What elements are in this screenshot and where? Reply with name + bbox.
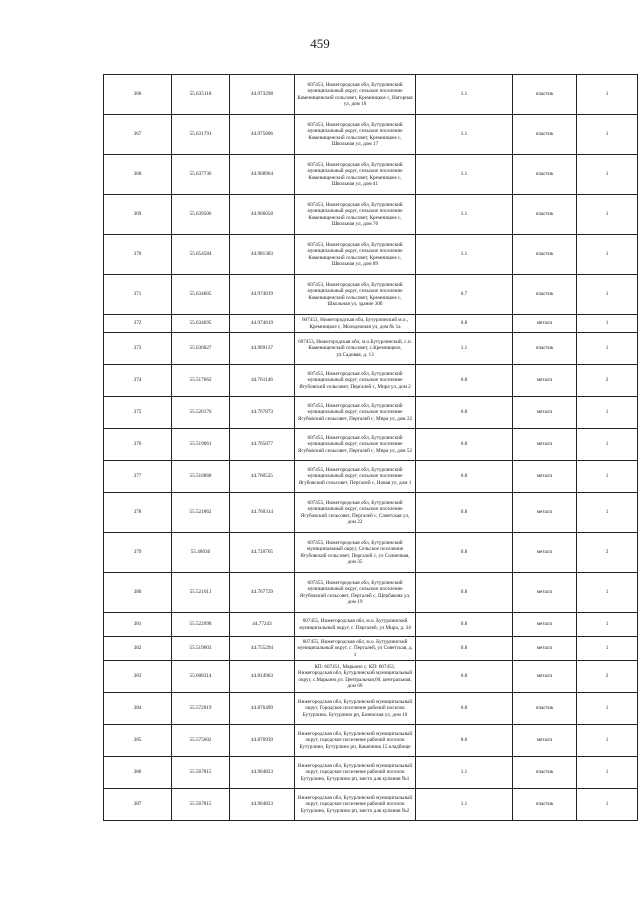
material-cell: металл bbox=[513, 365, 577, 397]
row-number-cell: 384 bbox=[104, 693, 172, 725]
volume-cell: 0.8 bbox=[416, 397, 513, 429]
volume-cell: 0.8 bbox=[416, 573, 513, 613]
volume-cell: 0.8 bbox=[416, 661, 513, 693]
longitude-cell: 44.876939 bbox=[230, 725, 295, 757]
material-cell: пластик bbox=[513, 757, 577, 789]
row-number-cell: 368 bbox=[104, 155, 172, 195]
material-cell: пластик bbox=[513, 155, 577, 195]
row-number-cell: 379 bbox=[104, 533, 172, 573]
row-number-cell: 385 bbox=[104, 725, 172, 757]
container-count-cell: 2 bbox=[577, 533, 638, 573]
container-count-cell: 1 bbox=[577, 397, 638, 429]
volume-cell: 8.0 bbox=[416, 725, 513, 757]
material-cell: металл bbox=[513, 613, 577, 637]
material-cell: металл bbox=[513, 573, 577, 613]
material-cell: металл bbox=[513, 637, 577, 661]
longitude-cell: 44.720765 bbox=[230, 533, 295, 573]
row-number-cell: 375 bbox=[104, 397, 172, 429]
longitude-cell: 44.966058 bbox=[230, 195, 295, 235]
address-cell: 607455, Нижегородская обл, Бутурлинский муниципальный округ, сельское поселение Ягубовский сельсовет, Пергалей с, Советская ул, дом 22 bbox=[295, 493, 416, 533]
material-cell: пластик bbox=[513, 789, 577, 821]
address-cell: 607455, Нижегородская обл, Бутурлинский муниципальный округ, Сельское поселение Ягубовский сельсовет, Пергалей с, ул Солнечная, дом 35 bbox=[295, 533, 416, 573]
latitude-cell: 55.634605 bbox=[172, 275, 230, 315]
latitude-cell: 55.519003 bbox=[172, 637, 230, 661]
latitude-cell: 55.575602 bbox=[172, 725, 230, 757]
latitude-cell: 55.608314 bbox=[172, 661, 230, 693]
material-cell: металл bbox=[513, 725, 577, 757]
table-row bbox=[104, 429, 638, 461]
longitude-cell: 44.765877 bbox=[230, 429, 295, 461]
volume-cell: 1.1 bbox=[416, 75, 513, 115]
longitude-cell: 44.968964 bbox=[230, 155, 295, 195]
volume-cell: 1.1 bbox=[416, 333, 513, 365]
table-row bbox=[104, 637, 638, 661]
volume-cell: 0.8 bbox=[416, 533, 513, 573]
material-cell: металл bbox=[513, 429, 577, 461]
material-cell: металл bbox=[513, 397, 577, 429]
volume-cell: 1.1 bbox=[416, 195, 513, 235]
container-count-cell: 1 bbox=[577, 573, 638, 613]
address-cell: 607453, Нижегородская обл, Бутурлинский муниципальный округ, сельское поселение Каменищенский сельсовет, Кремницкое с, Школьная ул, дом 89 bbox=[295, 235, 416, 275]
address-cell: Нижегородская обл, Бутурлинский муниципальный округ, городское поселение рабочий поселок Бутурлино, Бутурлино рп, место для купания №1 bbox=[295, 757, 416, 789]
latitude-cell: 55.48036 bbox=[172, 533, 230, 573]
address-cell: 607453, Нижегородская обл, Бутурлинский муниципальный округ, сельское поселение Каменищенский сельсовет, Кремницкое с, Нагорная ул, дом 18 bbox=[295, 75, 416, 115]
material-cell: металл bbox=[513, 493, 577, 533]
row-number-cell: 369 bbox=[104, 195, 172, 235]
table-row bbox=[104, 789, 638, 821]
latitude-cell: 55.634695 bbox=[172, 315, 230, 333]
row-number-cell: 387 bbox=[104, 789, 172, 821]
table-row bbox=[104, 725, 638, 757]
container-count-cell: 2 bbox=[577, 661, 638, 693]
container-count-cell: 1 bbox=[577, 493, 638, 533]
table-row bbox=[104, 461, 638, 493]
address-cell: 607453, Нижегородская обл, Бутурлинский муниципальный округ, сельское поселение Каменищенский сельсовет, Кремницкое с, Школьная ул, дом 41 bbox=[295, 155, 416, 195]
volume-cell: 1.1 bbox=[416, 115, 513, 155]
material-cell: металл bbox=[513, 315, 577, 333]
address-cell: 607453, Нижегородская обл, Бутурлинский муниципальный округ, сельское поселение Каменищенский сельсовет, Кремницкое с, Школьная ул, дом 17 bbox=[295, 115, 416, 155]
longitude-cell: 44.981383 bbox=[230, 235, 295, 275]
row-number-cell: 386 bbox=[104, 757, 172, 789]
longitude-cell: 44.904823 bbox=[230, 789, 295, 821]
longitude-cell: 44.760525 bbox=[230, 461, 295, 493]
volume-cell: 0.8 bbox=[416, 493, 513, 533]
address-cell: Нижегородская обл, Бутурлинский муниципальный округ, городское поселение рабочий поселок Бутурлино, Бутурлино рп, Кашенина 15 кладбище bbox=[295, 725, 416, 757]
row-number-cell: 366 bbox=[104, 75, 172, 115]
table-row bbox=[104, 493, 638, 533]
latitude-cell: 55.636027 bbox=[172, 333, 230, 365]
table-row bbox=[104, 115, 638, 155]
volume-cell: 0.8 bbox=[416, 365, 513, 397]
table-body bbox=[104, 75, 638, 821]
latitude-cell: 55.572019 bbox=[172, 693, 230, 725]
address-cell: 607455, Нижегородская обл, м.о. Бутурлинский муниципальный округ, с. Пергалей, ул Советская, д. 1 bbox=[295, 637, 416, 661]
table-row bbox=[104, 195, 638, 235]
container-count-cell: 1 bbox=[577, 155, 638, 195]
address-cell: 607455, Нижегородская обл, Бутурлинский муниципальный округ, сельское поселение Ягубовский сельсовет, Пергалей с, Мира ул, дом 52 bbox=[295, 429, 416, 461]
address-cell: 607453, Нижегородская обл, м.о.Бутурлинский, с.п. Каменищенский сельсовет, с.Кремницкое, ул.Садовая, д. 13 bbox=[295, 333, 416, 365]
table-row bbox=[104, 275, 638, 315]
table-row bbox=[104, 235, 638, 275]
table-row bbox=[104, 397, 638, 429]
material-cell: пластик bbox=[513, 75, 577, 115]
volume-cell: 1.1 bbox=[416, 155, 513, 195]
row-number-cell: 371 bbox=[104, 275, 172, 315]
longitude-cell: 44.969137 bbox=[230, 333, 295, 365]
row-number-cell: 382 bbox=[104, 637, 172, 661]
row-number-cell: 383 bbox=[104, 661, 172, 693]
row-number-cell: 377 bbox=[104, 461, 172, 493]
volume-cell: 0.8 bbox=[416, 613, 513, 637]
row-number-cell: 378 bbox=[104, 493, 172, 533]
table-row bbox=[104, 613, 638, 637]
address-cell: Нижегородская обл, Бутурлинский муниципальный округ, Городское поселение рабочий поселок Бутурлино, Бутурлино рп, Базенская ул, дом 10 bbox=[295, 693, 416, 725]
container-count-cell: 1 bbox=[577, 461, 638, 493]
longitude-cell: 44.814963 bbox=[230, 661, 295, 693]
volume-cell: 0.8 bbox=[416, 315, 513, 333]
row-number-cell: 381 bbox=[104, 613, 172, 637]
longitude-cell: 44.876499 bbox=[230, 693, 295, 725]
address-cell: 607453, Нижегородская обл, Бутурлинский муниципальный округ, сельское поселение Каменищенский сельсовет, Кремницкое с, Школьная ул, дом 76 bbox=[295, 195, 416, 235]
longitude-cell: 44.761146 bbox=[230, 365, 295, 397]
table-row bbox=[104, 365, 638, 397]
material-cell: пластик bbox=[513, 115, 577, 155]
volume-cell: 1.1 bbox=[416, 757, 513, 789]
row-number-cell: 380 bbox=[104, 573, 172, 613]
latitude-cell: 55.637736 bbox=[172, 155, 230, 195]
table-row bbox=[104, 333, 638, 365]
latitude-cell: 55.567815 bbox=[172, 789, 230, 821]
volume-cell: 1.1 bbox=[416, 789, 513, 821]
latitude-cell: 55.516868 bbox=[172, 461, 230, 493]
address-cell: 607453, Нижегородская обл, Бутурлинский муниципальный округ, сельское поселение Каменищенский сельсовет, Кремницкое с, Школьная ул, здание 30б bbox=[295, 275, 416, 315]
volume-cell: 0.7 bbox=[416, 275, 513, 315]
latitude-cell: 55.639506 bbox=[172, 195, 230, 235]
longitude-cell: 44.904823 bbox=[230, 757, 295, 789]
material-cell: пластик bbox=[513, 333, 577, 365]
container-count-cell: 1 bbox=[577, 115, 638, 155]
address-cell: 607455, Нижегородская обл, Бутурлинский муниципальный округ, сельское поселение Ягубовский сельсовет, Пергалей с, Новая ул, дом 1 bbox=[295, 461, 416, 493]
material-cell: пластик bbox=[513, 195, 577, 235]
longitude-cell: 44.974819 bbox=[230, 275, 295, 315]
container-count-cell: 1 bbox=[577, 789, 638, 821]
row-number-cell: 372 bbox=[104, 315, 172, 333]
container-count-cell: 1 bbox=[577, 637, 638, 661]
container-count-cell: 2 bbox=[577, 365, 638, 397]
longitude-cell: 44.975806 bbox=[230, 115, 295, 155]
longitude-cell: 44.767873 bbox=[230, 397, 295, 429]
material-cell: пластик bbox=[513, 275, 577, 315]
latitude-cell: 55.654584 bbox=[172, 235, 230, 275]
container-count-cell: 1 bbox=[577, 235, 638, 275]
container-count-cell: 1 bbox=[577, 613, 638, 637]
latitude-cell: 55.635118 bbox=[172, 75, 230, 115]
address-cell: Нижегородская обл, Бутурлинский муниципальный округ, городское поселение рабочий поселок Бутурлино, Бутурлино рп, место для купания №2 bbox=[295, 789, 416, 821]
container-count-cell: 1 bbox=[577, 429, 638, 461]
page-number: 459 bbox=[310, 36, 330, 51]
latitude-cell: 55.519061 bbox=[172, 429, 230, 461]
volume-cell: 0.8 bbox=[416, 461, 513, 493]
address-cell: 607455, Нижегородская обл, Бутурлинский муниципальный округ, сельское поселение Ягубовский сельсовет, Пергалей с, Мира ул, дом 2 bbox=[295, 365, 416, 397]
material-cell: металл bbox=[513, 461, 577, 493]
container-sites-table bbox=[103, 74, 638, 821]
volume-cell: 0.8 bbox=[416, 693, 513, 725]
latitude-cell: 55.521611 bbox=[172, 573, 230, 613]
table-row bbox=[104, 75, 638, 115]
address-cell: КП: 607451, Марьино с, КП: 607451, Нижегородская обл, Бутурлинский муниципальный округ, с.Марьино,ул. Центральная,60, центральная, дом 60 bbox=[295, 661, 416, 693]
table-row bbox=[104, 533, 638, 573]
material-cell: пластик bbox=[513, 235, 577, 275]
address-cell: 607455, Нижегородская обл, Бутурлинский муниципальный округ, сельское поселение Ягубовский сельсовет, Пергалей с, Щербакова ул, дом 19 bbox=[295, 573, 416, 613]
longitude-cell: 44.974819 bbox=[230, 315, 295, 333]
address-cell: 607455, Нижегородская обл, Бутурлинский муниципальный округ, сельское поселение Ягубовский сельсовет, Пергалей с, Мира ул, дом 22 bbox=[295, 397, 416, 429]
latitude-cell: 55.631791 bbox=[172, 115, 230, 155]
longitude-cell: 44.973298 bbox=[230, 75, 295, 115]
container-count-cell: 1 bbox=[577, 333, 638, 365]
material-cell: металл bbox=[513, 661, 577, 693]
table-row bbox=[104, 693, 638, 725]
row-number-cell: 370 bbox=[104, 235, 172, 275]
latitude-cell: 55.517662 bbox=[172, 365, 230, 397]
table-row bbox=[104, 315, 638, 333]
table-row bbox=[104, 661, 638, 693]
volume-cell: 1.1 bbox=[416, 235, 513, 275]
longitude-cell: 44.767729 bbox=[230, 573, 295, 613]
latitude-cell: 55.521862 bbox=[172, 493, 230, 533]
address-cell: 607455, Нижегородская обл, м.о. Бутурлинский муниципальный округ, с. Пергалей, ул Мира, д. 34 bbox=[295, 613, 416, 637]
latitude-cell: 55.522098 bbox=[172, 613, 230, 637]
latitude-cell: 55.520176 bbox=[172, 397, 230, 429]
container-count-cell: 1 bbox=[577, 275, 638, 315]
table-row bbox=[104, 757, 638, 789]
container-count-cell: 1 bbox=[577, 725, 638, 757]
container-count-cell: 1 bbox=[577, 757, 638, 789]
latitude-cell: 55.567815 bbox=[172, 757, 230, 789]
container-count-cell: 1 bbox=[577, 315, 638, 333]
row-number-cell: 374 bbox=[104, 365, 172, 397]
table-row bbox=[104, 155, 638, 195]
volume-cell: 0.8 bbox=[416, 637, 513, 661]
longitude-cell: 44.755294 bbox=[230, 637, 295, 661]
volume-cell: 0.8 bbox=[416, 429, 513, 461]
row-number-cell: 373 bbox=[104, 333, 172, 365]
longitude-cell: 44.760314 bbox=[230, 493, 295, 533]
container-count-cell: 1 bbox=[577, 75, 638, 115]
table-row bbox=[104, 573, 638, 613]
address-cell: 607453, Нижегородская обл, Бутурлинский м.о., Кремницкое с, Молодежная ул, дом № 1а bbox=[295, 315, 416, 333]
material-cell: металл bbox=[513, 533, 577, 573]
longitude-cell: 44.77243 bbox=[230, 613, 295, 637]
container-count-cell: 1 bbox=[577, 693, 638, 725]
row-number-cell: 376 bbox=[104, 429, 172, 461]
row-number-cell: 367 bbox=[104, 115, 172, 155]
material-cell: пластик bbox=[513, 693, 577, 725]
container-count-cell: 1 bbox=[577, 195, 638, 235]
